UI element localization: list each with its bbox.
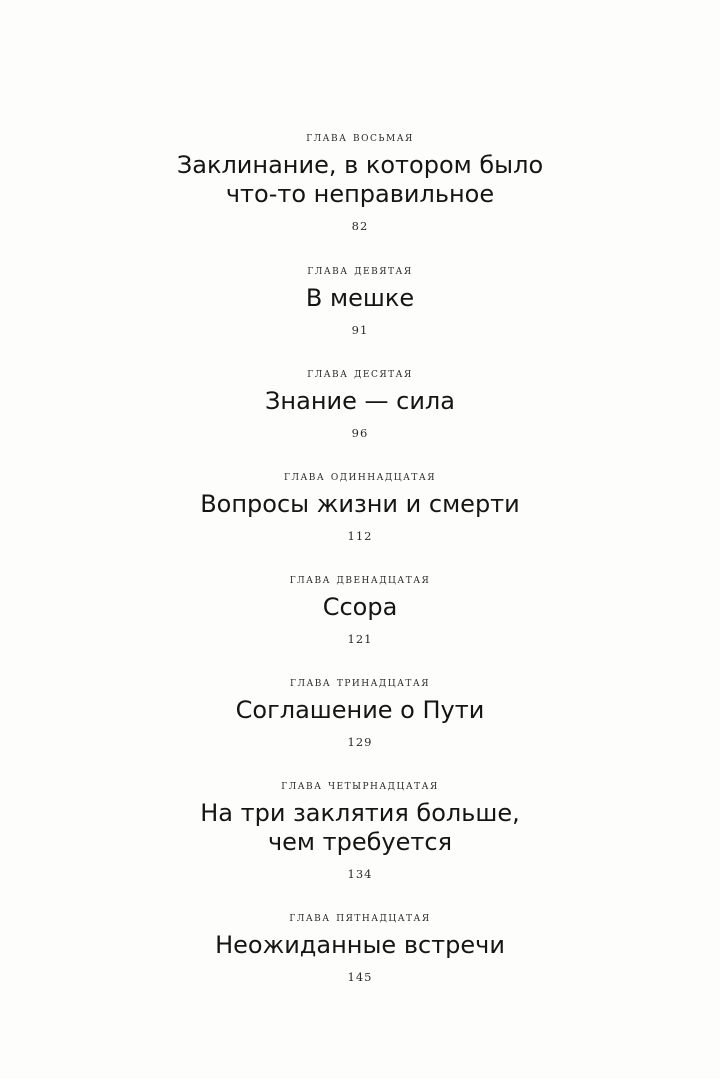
chapter-title: Заклинание, в котором было что-то неправильное	[176, 151, 544, 208]
page-number: 145	[347, 970, 373, 984]
page-number: 121	[347, 632, 373, 646]
chapter-label: глава восьмая	[306, 130, 414, 145]
page-number: 96	[351, 426, 369, 440]
chapter-title: Неожиданные встречи	[215, 931, 505, 959]
chapter-title: На три заклятия больше, чем требуется	[200, 799, 520, 856]
chapter-title: Вопросы жизни и смерти	[200, 490, 520, 518]
page-number: 91	[351, 323, 369, 337]
toc-entry	[0, 261, 720, 338]
chapter-title: В мешке	[305, 284, 415, 312]
chapter-label: глава тринадцатая	[290, 675, 430, 690]
chapter-label: глава четырнадцатая	[281, 778, 439, 793]
page-number: 112	[347, 529, 373, 543]
page-number: 129	[347, 735, 373, 749]
page-number: 134	[347, 867, 373, 881]
chapter-title: Ссора	[322, 593, 398, 621]
page-number: 82	[351, 219, 369, 233]
toc-entry	[0, 776, 720, 882]
toc-entry	[0, 128, 720, 234]
chapter-label: глава пятнадцатая	[289, 910, 431, 925]
chapter-label: глава десятая	[307, 366, 413, 381]
table-of-contents	[0, 128, 720, 985]
toc-entry	[0, 673, 720, 750]
toc-entry	[0, 467, 720, 544]
chapter-label: глава девятая	[307, 263, 413, 278]
chapter-title: Соглашение о Пути	[235, 696, 485, 724]
chapter-label: глава одиннадцатая	[284, 469, 436, 484]
chapter-title: Знание — сила	[265, 387, 455, 415]
chapter-label: глава двенадцатая	[289, 572, 431, 587]
toc-entry	[0, 908, 720, 985]
toc-entry	[0, 364, 720, 441]
toc-entry	[0, 570, 720, 647]
